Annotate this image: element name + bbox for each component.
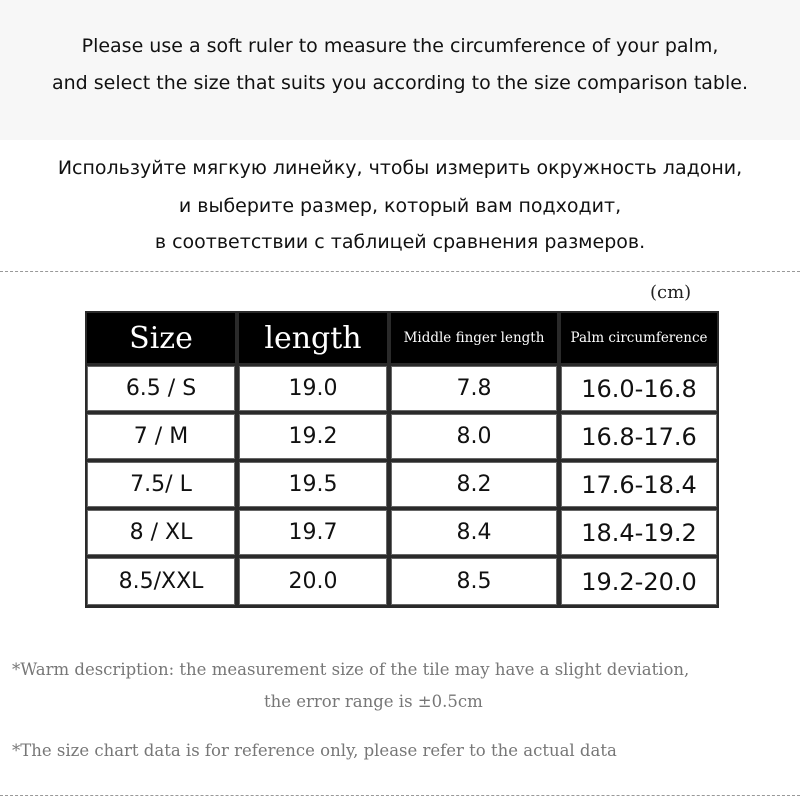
cell-palm-circumference: 16.8-17.6 (561, 414, 717, 459)
cell-size: 6.5 / S (87, 366, 235, 411)
header-palm-circumference: Palm circumference (561, 313, 717, 363)
english-instruction-line-1: Please use a soft ruler to measure the circumference of your palm, (81, 35, 719, 57)
reference-note: *The size chart data is for reference only, please refer to the actual data (12, 741, 617, 760)
cell-size: 7 / M (87, 414, 235, 459)
cell-middle-finger-length: 8.0 (391, 414, 557, 459)
dashed-divider-bottom (0, 795, 800, 796)
cell-length: 19.5 (239, 462, 387, 507)
russian-instruction-line-1: Используйте мягкую линейку, чтобы измерить окружность ладони, (57, 157, 743, 179)
cell-palm-circumference: 18.4-19.2 (561, 510, 717, 555)
cell-palm-circumference: 19.2-20.0 (561, 558, 717, 605)
english-instruction-line-2: and select the size that suits you according to the size comparison table. (51, 72, 749, 94)
cell-palm-circumference: 16.0-16.8 (561, 366, 717, 411)
cell-middle-finger-length: 8.2 (391, 462, 557, 507)
header-size: Size (87, 313, 235, 363)
russian-instruction-line-2: и выберите размер, который вам подходит, (178, 195, 622, 217)
cell-length: 19.0 (239, 366, 387, 411)
dashed-divider-top (0, 271, 800, 272)
cell-palm-circumference: 17.6-18.4 (561, 462, 717, 507)
cell-length: 20.0 (239, 558, 387, 605)
header-middle-finger-length: Middle finger length (391, 313, 557, 363)
size-table (85, 311, 719, 608)
cell-middle-finger-length: 7.8 (391, 366, 557, 411)
warm-description-line-1: *Warm description: the measurement size of the tile may have a slight deviation, (12, 660, 690, 679)
cell-size: 8.5/XXL (87, 558, 235, 605)
cell-middle-finger-length: 8.4 (391, 510, 557, 555)
russian-instruction-line-3: в соответствии с таблицей сравнения размеров. (154, 231, 646, 253)
cell-length: 19.7 (239, 510, 387, 555)
cell-length: 19.2 (239, 414, 387, 459)
header-length: length (239, 313, 387, 363)
unit-label: (cm) (650, 282, 692, 303)
cell-middle-finger-length: 8.5 (391, 558, 557, 605)
cell-size: 7.5/ L (87, 462, 235, 507)
english-instruction-panel (0, 0, 800, 140)
cell-size: 8 / XL (87, 510, 235, 555)
warm-description-line-2: the error range is ±0.5cm (264, 692, 483, 711)
